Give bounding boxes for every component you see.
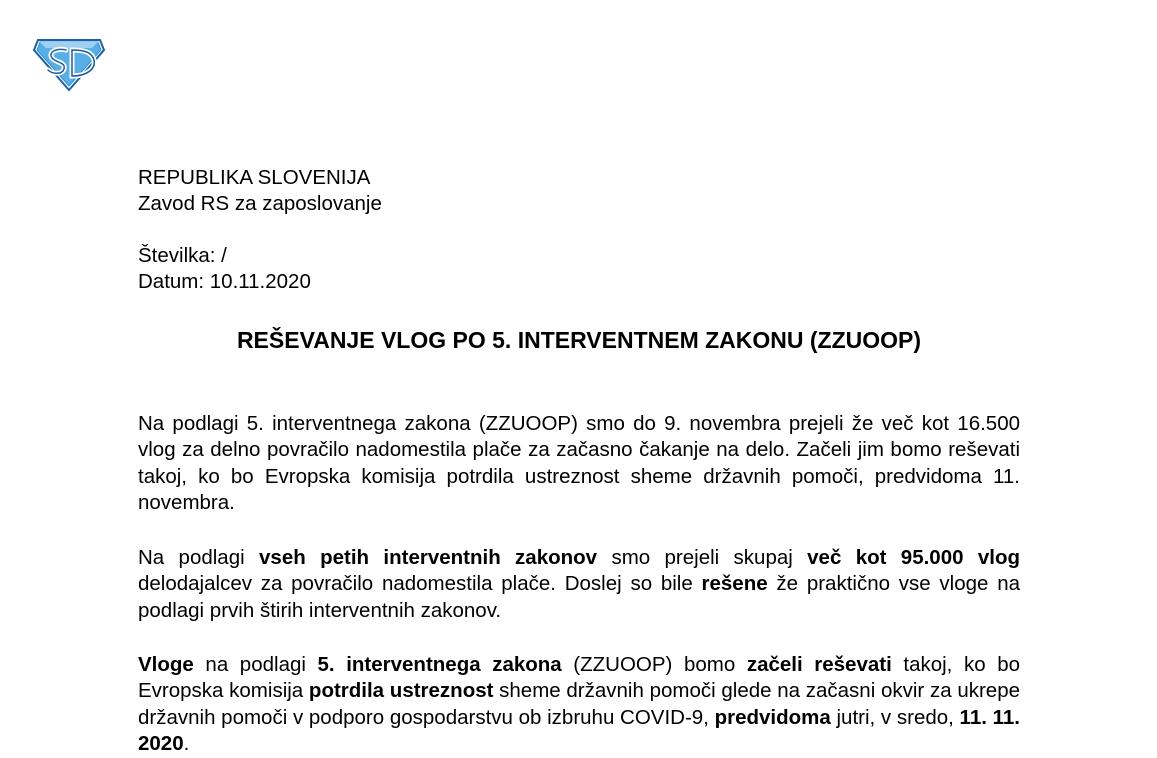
zavod-logo-icon bbox=[32, 36, 106, 92]
text-run: takoj, ko bo Evropska komisija bbox=[138, 653, 1020, 703]
bold-run: 11. 11. 2020 bbox=[138, 705, 1020, 756]
document-title: REŠEVANJE VLOG PO 5. INTERVENTNEM ZAKONU (ZZUOOP) bbox=[236, 327, 922, 353]
bold-run: rešene bbox=[701, 572, 768, 596]
text-run: . bbox=[183, 732, 190, 756]
bold-run: 5. interventnega zakona bbox=[317, 653, 562, 676]
bold-run: predvidoma bbox=[714, 705, 831, 729]
paragraph-2 bbox=[138, 545, 1020, 624]
bold-run: Vloge bbox=[138, 653, 194, 676]
bold-run: vseh petih interventnih zakonov bbox=[259, 546, 598, 569]
text-run: delodajalcev za povračilo nadomestila plače. Doslej so bile bbox=[138, 572, 702, 596]
document-date: Datum: 10.11.2020 bbox=[138, 270, 311, 293]
text-run: Na podlagi bbox=[138, 546, 260, 569]
bold-run: potrdila ustreznost bbox=[308, 679, 494, 703]
paragraph-3 bbox=[138, 652, 1020, 758]
bold-run: začeli reševati bbox=[746, 653, 892, 676]
text-run: že praktično vse vloge na podlagi prvih štirih interventnih zakonov. bbox=[138, 572, 1020, 622]
org-name: REPUBLIKA SLOVENIJA bbox=[138, 166, 371, 189]
org-unit: Zavod RS za zaposlovanje bbox=[138, 192, 382, 215]
text-run: smo prejeli skupaj bbox=[597, 546, 808, 569]
text-run: jutri, v sredo, bbox=[830, 705, 960, 729]
paragraph-1: Na podlagi 5. interventnega zakona (ZZUOOP) smo do 9. novembra prejeli že več kot 16.500 vlog za delno povračilo nadomestila plače za začasno čakanje na delo. Začeli jim bomo reševati takoj, ko bo Evropska komisija potrdila ustreznost sheme državnih pomoči, predvidoma 11. novembra. bbox=[138, 412, 1020, 515]
text-run: (ZZUOOP) bomo bbox=[561, 653, 747, 676]
letter-header bbox=[138, 165, 382, 295]
header-spacer bbox=[138, 217, 382, 243]
text-run: sheme državnih pomoči glede na začasni okvir za ukrepe državnih pomoči v podporo gospodarstvu ob izbruhu COVID-9, bbox=[138, 679, 1021, 729]
bold-run: več kot 95.000 vlog bbox=[807, 546, 1020, 569]
document-number: Številka: / bbox=[138, 244, 227, 267]
text-run: na podlagi bbox=[193, 653, 318, 676]
